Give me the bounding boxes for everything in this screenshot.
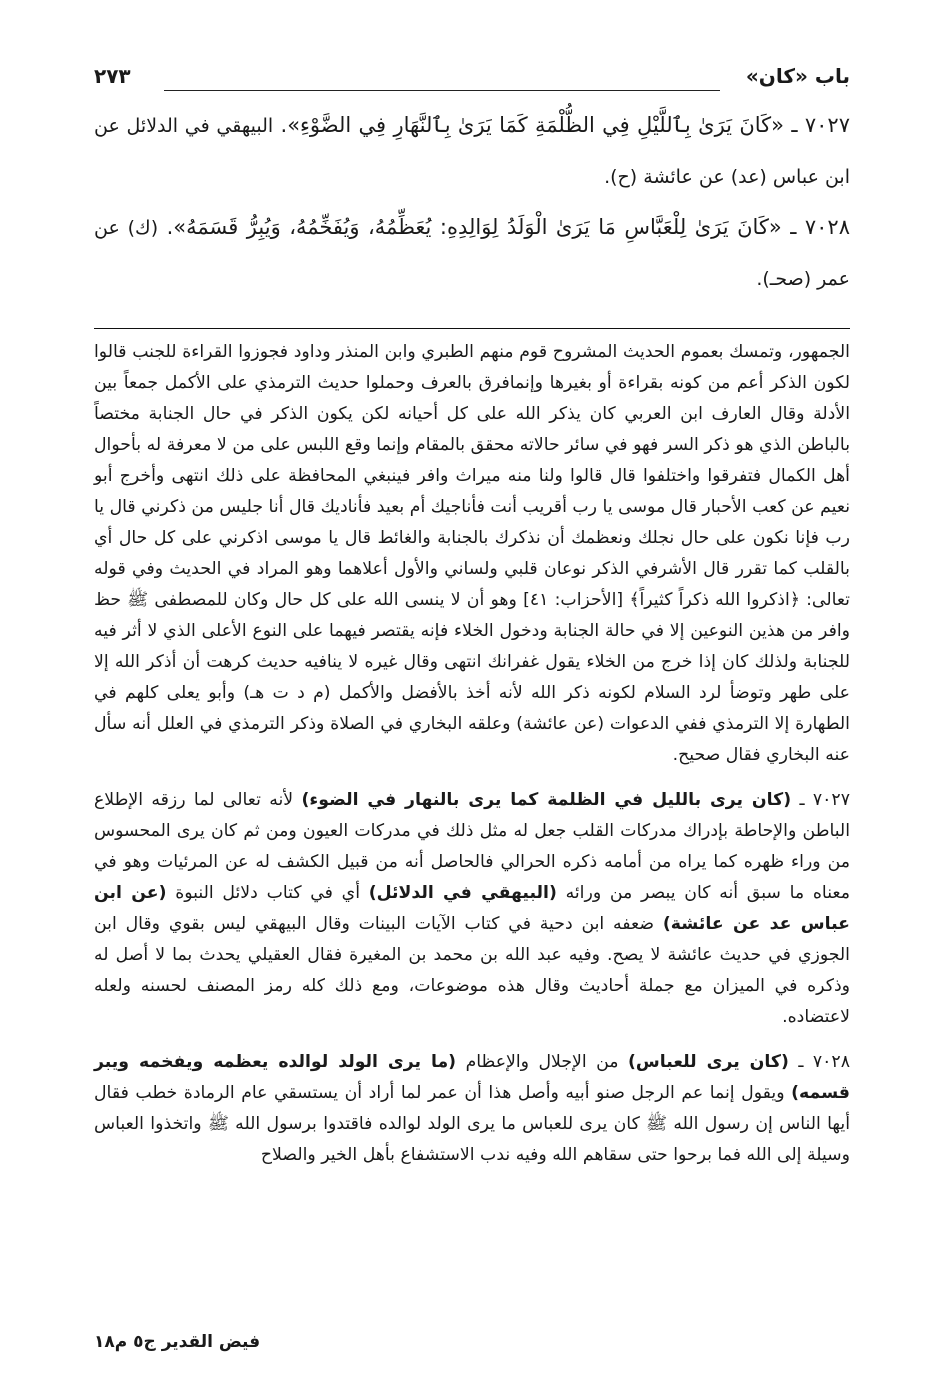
commentary-text: ويقول إنما عم الرجل صنو أبيه وأصل هذا أن عمر لما أراد أن يستسقي عام الرمادة خطب فقال أيها الناس إن رسول الله ﷺ كان يرى للعباس ما يرى الولد لوالده فاقتدوا برسول الله ﷺ واتخذوا العباس وسيلة إلى الله فما برحوا حتى سقاهم الله وفيه ندب الاستشفاع بأهل الخير والصلاح	[94, 1083, 850, 1165]
page	[94, 60, 850, 1185]
commentary-paragraph: الجمهور، وتمسك بعموم الحديث المشروح قوم منهم الطبري وابن المنذر وداود فجوزوا القراءة للجنب قالوا لكون الذكر أعم من كونه بقراءة أو بغيرها وإنمافرق بالعرف وحملوا حديث الترمذي على الأكمل جمعاً بين الأدلة وقال العارف ابن العربي كان يذكر الله على كل أحيانه لكن يكون الذكر في حال الجنابة مختصاً بالباطن الذي هو ذكر السر فهو في سائر حالاته محقق بالمقام وإنما وقع اللبس على من لا معرفة له بأحوال أهل الكمال فتفرقوا واختلفوا قال قالوا ولنا منه ميراث وافر فينبغي المحافظة على ذلك انتهى وأخرج أبو نعيم عن كعب الأحبار قال موسى يا رب أقريب أنت فأناجيك أم بعيد فأناديك قال أنا جليس من ذكرني قال يا رب فإنا نكون على حال نجلك ونعظمك أن نذكرك بالجنابة والغائط قال يا موسى اذكرني على كل حال أي بالقلب كما تقرر قال الأشرفي الذكر نوعان قلبي ولساني والأول أعلاهما وهو المراد في الحديث وفي قوله تعالى: ﴿اذكروا الله ذكراً كثيراً﴾ [الأحزاب: ٤١] وهو أن لا ينسى الله على كل حال وكان للمصطفى ﷺ حظ وافر من هذين النوعين إلا في حالة الجنابة ودخول الخلاء فإنه يقتصر فيهما على النوع الأعلى الذي لا أثر فيه للجنابة ولذلك كان إذا خرج من الخلاء يقول غفرانك انتهى وقال غيره لا ينافيه حديث كرهت أن أذكر الله إلا على طهر وتوضأ لرد السلام لكونه ذكر الله لأنه أخذ بالأفضل والأكمل (م د ت هـ) وأبو يعلى كلهم في الطهارة إلا الترمذي ففي الدعوات (عن عائشة) وعلقه البخاري في الصلاة وذكر الترمذي في العلل أنه سأل عنه البخاري فقال صحيح.	[94, 342, 850, 765]
commentary-text: ضعفه ابن دحية في كتاب الآيات البينات وقال البيهقي ليس بقوي وقال ابن الجوزي في حديث عائشة لا يصح. وفيه عبد الله بن محمد بن المغيرة فقال العقيلي يحدث بما لا أصل له وذكره في الميزان مع جملة أحاديث وقال هذه موضوعات، ومع ذلك كله رمز المصنف لحسنه ولعله لاعتضاده.	[94, 914, 850, 1027]
quoted-matn: (ما يرى الولد لوالده يعظمه ويفخمه ويبر قسمه)	[94, 1052, 850, 1103]
quoted-narrator: (عن ابن عباس عد عن عائشة)	[94, 883, 850, 934]
hadith-number: ٧٠٢٨ ـ	[790, 215, 850, 239]
page-number: ٢٧٣	[94, 64, 131, 88]
commentary-separator	[94, 328, 850, 329]
hadith-text: «كَانَ يَرَىٰ لِلْعَبَّاسِ مَا يَرَىٰ الْوَلَدُ لِوَالِدِهِ: يُعَظِّمُهُ، وَيُفَخِّمُهُ، وَيُبِرُّ قَسَمَهُ».	[166, 215, 782, 239]
running-header	[94, 60, 850, 100]
chapter-title: باب «كان»	[745, 64, 850, 88]
quoted-matn: (كان يرى بالليل في الظلمة كما يرى بالنهار في الضوء)	[301, 790, 792, 810]
hadith-source: البيهقي في الدلائل عن ابن عباس (عد) عن عائشة (ح).	[94, 115, 850, 188]
commentary-text: من الإجلال والإعظام	[465, 1052, 619, 1072]
hadith-text: «كَانَ يَرَىٰ بِٱللَّيْلِ فِي الظُّلْمَةِ كَمَا يَرَىٰ بِٱلنَّهَارِ فِي الضَّوْءِ».	[280, 113, 785, 137]
hadith-7027	[94, 100, 850, 202]
entry-number: ٧٠٢٨ ـ	[798, 1052, 850, 1072]
quoted-source: (البيهقي في الدلائل)	[368, 883, 557, 903]
header-rule	[164, 90, 720, 91]
hadith-source: (ك) عن عمر (صحـ).	[94, 217, 850, 290]
commentary-text: أي في كتاب دلائل النبوة	[175, 883, 360, 903]
commentary-7028	[94, 1047, 850, 1171]
commentary-text: لأنه تعالى لما رزقه الإطلاع الباطن والإحاطة بإدراك مدركات القلب جعل له مثل ذلك في مدركات العيون ومن ثم كان يرى المحسوس من وراء ظهره كما يراه من أمامه ذكره الحرالي فالحاصل أنه من قبيل الكشف له عن المرئيات وهو في معناه ما سبق أنه كان يبصر من ورائه	[94, 790, 851, 903]
quoted-matn: (كان يرى للعباس)	[628, 1052, 789, 1072]
commentary-7027	[94, 785, 850, 1033]
entry-number: ٧٠٢٧ ـ	[799, 790, 850, 810]
hadith-number: ٧٠٢٧ ـ	[791, 113, 850, 137]
signature-mark: فيض القدير ج٥ م١٨	[94, 1332, 261, 1352]
hadith-7028	[94, 202, 850, 304]
